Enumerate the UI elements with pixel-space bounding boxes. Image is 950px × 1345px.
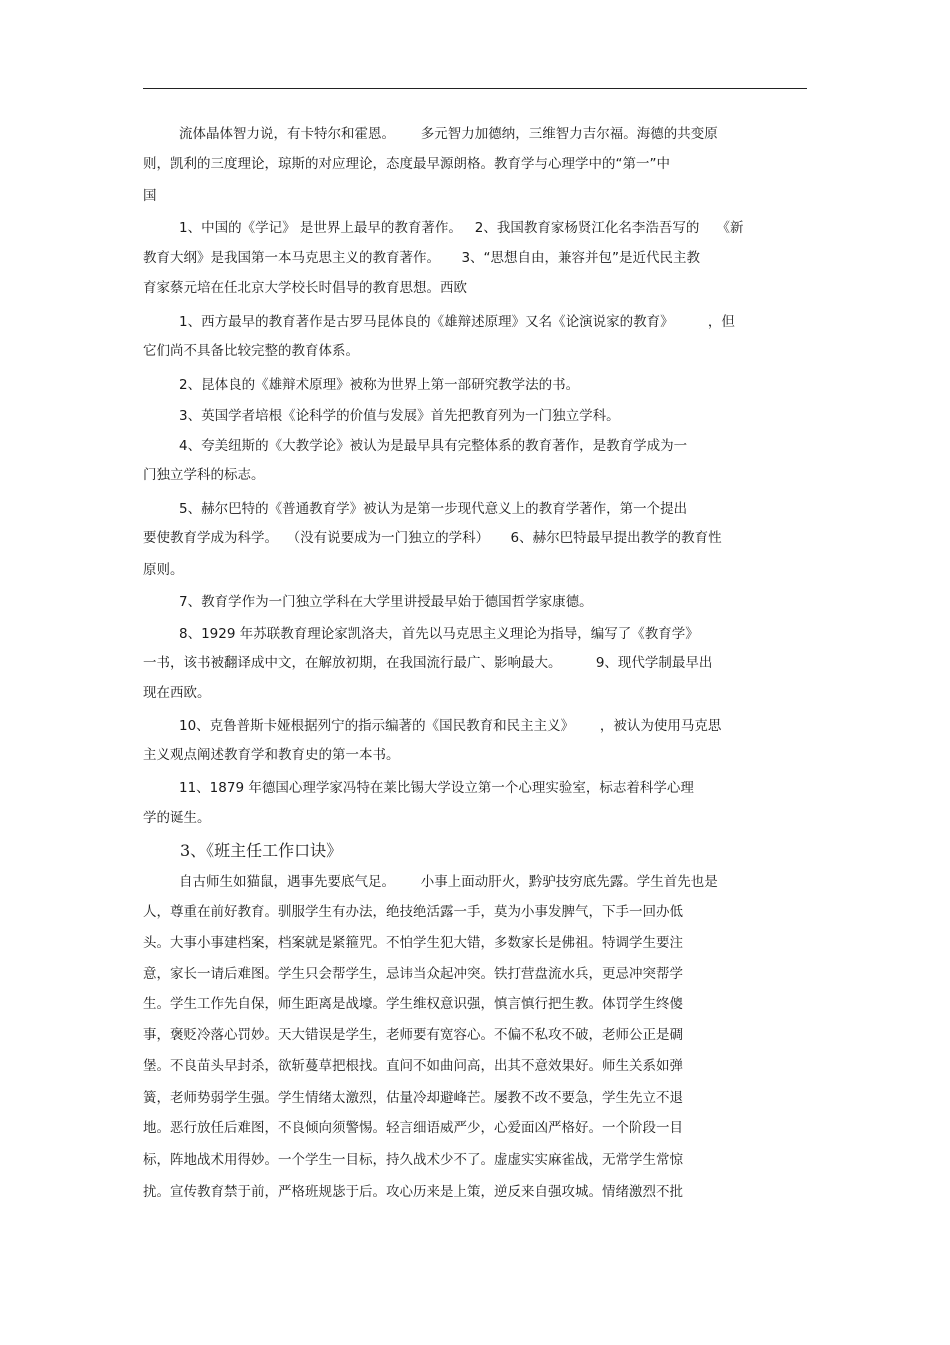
rhyme-line: 簧，老师势弱学生强。学生情绪太激烈，估量冷却避峰芒。屡教不改不要急，学生先立不退 (143, 1090, 683, 1106)
rhyme-line: 事，褒贬冷落心罚妙。天大错误是学生，老师要有宽容心。不偏不私攻不破，老师公正是碉 (143, 1027, 683, 1043)
paragraph-line: 国 (143, 188, 157, 204)
paragraph-line: 3、英国学者培根《论科学的价值与发展》首先把教育列为一门独立学科。 (179, 408, 620, 424)
paragraph-line: 它们尚不具备比较完整的教育体系。 (143, 343, 359, 359)
paragraph-line: 要使教育学成为科学。 （没有说要成为一门独立的学科） 6、赫尔巴特最早提出教学的教育性 (143, 530, 722, 546)
paragraph-line: 一书，该书被翻译成中文，在解放初期，在我国流行最广、影响最大。 9、现代学制最早出 (143, 655, 713, 671)
paragraph-line: 学的诞生。 (143, 810, 211, 826)
section-heading: 3、《班主任工作口诀》 (180, 841, 343, 860)
paragraph-line: 流体晶体智力说，有卡特尔和霍恩。 多元智力加德纳，三维智力吉尔福。海德的共变原 (179, 126, 718, 142)
rhyme-line: 扰。宣传教育禁于前，严格班规毖于后。攻心历来是上策，逆反来自强攻城。情绪激烈不批 (143, 1184, 683, 1200)
paragraph-line: 1、中国的《学记》 是世界上最早的教育著作。 2、我国教育家杨贤江化名李浩吾写的 《新 (179, 220, 744, 236)
paragraph-line: 教育大纲》是我国第一本马克思主义的教育著作。 3、“思想自由，兼容并包”是近代民主教 (143, 250, 701, 266)
rhyme-line: 生。学生工作先自保，师生距离是战壕。学生维权意识强，慎言慎行把生教。体罚学生终傻 (143, 996, 683, 1012)
paragraph-line: 5、赫尔巴特的《普通教育学》被认为是第一步现代意义上的教育学著作，第一个提出 (179, 501, 688, 517)
paragraph-line: 11、1879 年德国心理学家冯特在莱比锡大学设立第一个心理实验室，标志着科学心理 (179, 780, 694, 796)
rhyme-line: 人，尊重在前好教育。驯服学生有办法，绝技绝活露一手，莫为小事发脾气，下手一回办低 (143, 904, 683, 920)
paragraph-line: 1、西方最早的教育著作是古罗马昆体良的《雄辩述原理》又名《论演说家的教育》 ，但 (179, 314, 735, 330)
rhyme-line: 地。恶行放任后难图，不良倾向须警惕。轻言细语威严少，心爱面凶严格好。一个阶段一目 (143, 1120, 683, 1136)
paragraph-line: 2、昆体良的《雄辩术原理》被称为世界上第一部研究教学法的书。 (179, 377, 580, 393)
paragraph-line: 10、克鲁普斯卡娅根据列宁的指示编著的《国民教育和民主主义》 ，被认为使用马克思 (179, 718, 722, 734)
paragraph-line: 7、教育学作为一门独立学科在大学里讲授最早始于德国哲学家康德。 (179, 594, 593, 610)
paragraph-line: 主义观点阐述教育学和教育史的第一本书。 (143, 747, 400, 763)
paragraph-line: 育家蔡元培在任北京大学校长时倡导的教育思想。西欧 (143, 280, 467, 296)
rhyme-line: 意，家长一请后难图。学生只会帮学生，忌讳当众起冲突。铁打营盘流水兵，更忌冲突帮学 (143, 966, 683, 982)
paragraph-line: 门独立学科的标志。 (143, 467, 265, 483)
paragraph-line: 现在西欧。 (143, 685, 211, 701)
header-rule (143, 88, 807, 89)
paragraph-line: 8、1929 年苏联教育理论家凯洛夫，首先以马克思主义理论为指导，编写了《教育学》 (179, 626, 699, 642)
paragraph-line: 则，凯利的三度理论，琼斯的对应理论，态度最早源朗格。教育学与心理学中的“第一”中 (143, 156, 670, 172)
rhyme-line: 头。大事小事建档案，档案就是紧箍咒。不怕学生犯大错，多数家长是佛祖。特调学生要注 (143, 935, 683, 951)
paragraph-line: 原则。 (143, 562, 184, 578)
rhyme-line: 标，阵地战术用得妙。一个学生一目标，持久战术少不了。虚虚实实麻雀战，无常学生常惊 (143, 1152, 683, 1168)
rhyme-line: 堡。不良苗头早封杀，欲斩蔓草把根找。直问不如曲问高，出其不意效果好。师生关系如弹 (143, 1058, 683, 1074)
paragraph-line: 4、夸美纽斯的《大教学论》被认为是最早具有完整体系的教育著作，是教育学成为一 (179, 438, 688, 454)
rhyme-line: 自古师生如猫鼠，遇事先要底气足。 小事上面动肝火，黔驴技穷底先露。学生首先也是 (179, 874, 718, 890)
